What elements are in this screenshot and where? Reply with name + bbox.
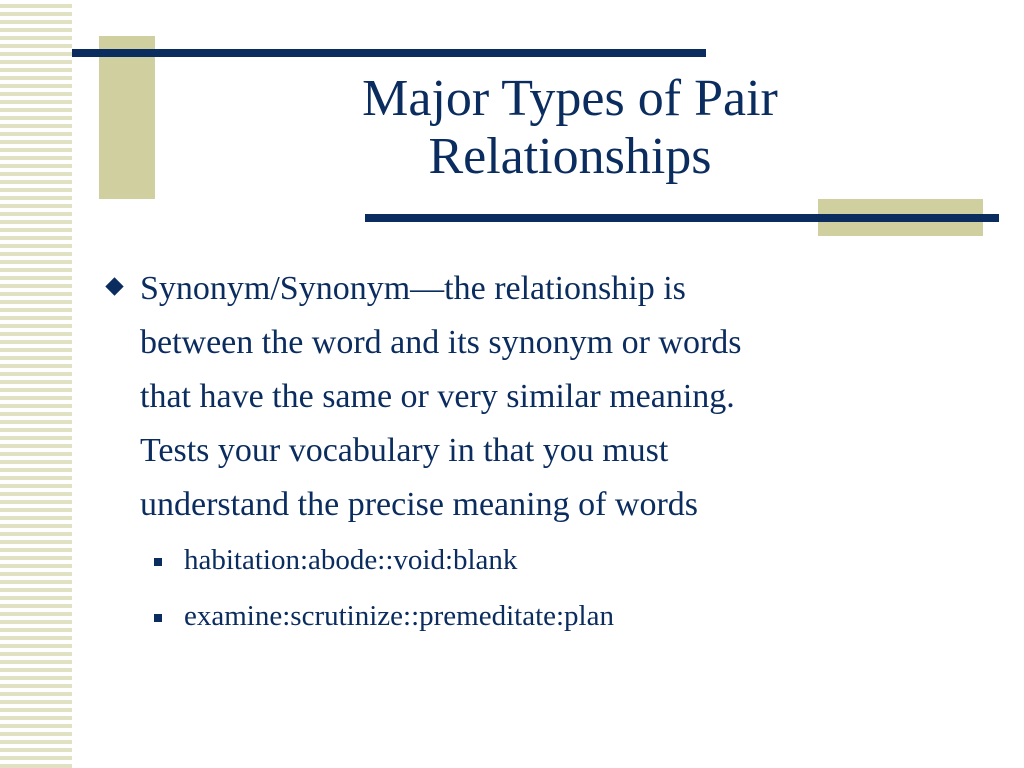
main-bullet-line-5: understand the precise meaning of words bbox=[140, 486, 698, 523]
square-bullet-icon bbox=[154, 614, 162, 622]
main-bullet-line-2: between the word and its synonym or words bbox=[140, 324, 742, 361]
decorative-navy-rule-top bbox=[72, 49, 706, 57]
slide-title-line-1: Major Types of Pair bbox=[362, 70, 778, 127]
sub-bullet-list bbox=[102, 542, 982, 634]
main-bullet-line-4: Tests your vocabulary in that you must bbox=[140, 432, 669, 469]
sub-bullet-item bbox=[154, 598, 982, 634]
slide-content bbox=[102, 262, 982, 654]
sub-bullet-text: habitation:abode::void:blank bbox=[184, 544, 518, 576]
main-bullet-line-3: that have the same or very similar meaning. bbox=[140, 378, 735, 415]
decorative-stripe-band bbox=[0, 0, 72, 768]
square-bullet-icon bbox=[154, 558, 162, 566]
diamond-bullet-icon bbox=[105, 277, 123, 295]
main-bullet bbox=[102, 262, 982, 532]
sub-bullet-text: examine:scrutinize::premeditate:plan bbox=[184, 600, 614, 632]
slide-title bbox=[300, 70, 840, 186]
sub-bullet-item bbox=[154, 542, 982, 578]
decorative-tan-block-top bbox=[99, 36, 155, 199]
main-bullet-line-1: Synonym/Synonym—the relationship is bbox=[140, 270, 686, 307]
decorative-navy-rule-bottom bbox=[365, 214, 999, 222]
slide-title-line-2: Relationships bbox=[428, 128, 712, 185]
